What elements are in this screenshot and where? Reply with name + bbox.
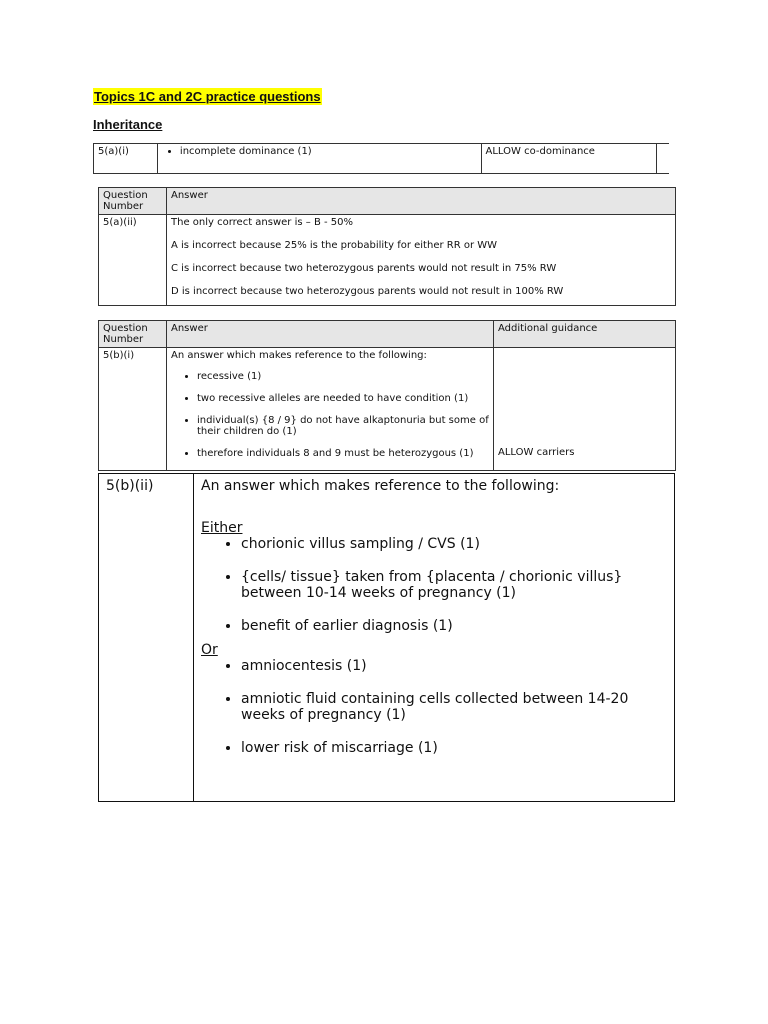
header-question-number: Question Number bbox=[99, 321, 167, 348]
question-number-cell: 5(a)(ii) bbox=[99, 215, 167, 306]
question-number-cell: 5(b)(i) bbox=[99, 348, 167, 471]
list-item: • chorionic villus sampling / CVS (1) bbox=[241, 536, 667, 552]
list-item: • recessive (1) bbox=[197, 371, 489, 382]
table-row bbox=[99, 215, 676, 306]
list-item: • individual(s) {8 / 9} do not have alkaptonuria but some of their children do (1) bbox=[197, 415, 489, 437]
answer-intro: An answer which makes reference to the following: bbox=[201, 478, 560, 494]
guidance-cell: ALLOW carriers bbox=[494, 348, 676, 471]
list-item: • benefit of earlier diagnosis (1) bbox=[241, 618, 667, 634]
table-header-row bbox=[99, 188, 676, 215]
list-item: • amniocentesis (1) bbox=[241, 658, 667, 674]
list-item: • therefore individuals 8 and 9 must be heterozygous (1) bbox=[197, 448, 489, 459]
table-row bbox=[99, 474, 675, 802]
answer-cell bbox=[167, 215, 676, 306]
answer-cell bbox=[194, 474, 675, 802]
list-item: • {cells/ tissue} taken from {placenta / chorionic villus} between 10-14 weeks of pregnancy (1) bbox=[241, 569, 667, 601]
header-answer: Answer bbox=[167, 188, 676, 215]
answer-table-5bii bbox=[98, 473, 675, 802]
answer-table-5aii bbox=[98, 187, 676, 306]
page-title: Topics 1C and 2C practice questions bbox=[94, 89, 321, 104]
answer-cell bbox=[157, 144, 481, 174]
question-number-cell: 5(b)(ii) bbox=[99, 474, 194, 802]
empty-cell bbox=[657, 144, 669, 174]
answer-table-5bi bbox=[98, 320, 676, 471]
answer-line: D is incorrect because two heterozygous parents would not result in 100% RW bbox=[171, 286, 564, 297]
answer-table-5ai bbox=[93, 143, 669, 174]
table-header-row bbox=[99, 321, 676, 348]
answer-line: C is incorrect because two heterozygous parents would not result in 75% RW bbox=[171, 263, 557, 274]
list-item: • two recessive alleles are needed to have condition (1) bbox=[197, 393, 489, 404]
answer-line: A is incorrect because 25% is the probability for either RR or WW bbox=[171, 240, 498, 251]
answer-line: The only correct answer is – B - 50% bbox=[171, 217, 353, 228]
guidance-cell: ALLOW co-dominance bbox=[481, 144, 657, 174]
question-number-cell: 5(a)(i) bbox=[94, 144, 158, 174]
table-row bbox=[94, 144, 670, 174]
table-row bbox=[99, 348, 676, 471]
list-item: • amniotic fluid containing cells collected between 14-20 weeks of pregnancy (1) bbox=[241, 691, 667, 723]
answer-cell bbox=[167, 348, 494, 471]
or-label: Or bbox=[201, 642, 218, 658]
either-label: Either bbox=[201, 520, 243, 536]
header-guidance: Additional guidance bbox=[494, 321, 676, 348]
answer-intro: An answer which makes reference to the following: bbox=[171, 350, 427, 361]
list-item: • lower risk of miscarriage (1) bbox=[241, 740, 667, 756]
header-question-number: Question Number bbox=[99, 188, 167, 215]
section-heading: Inheritance bbox=[93, 117, 163, 132]
header-answer: Answer bbox=[167, 321, 494, 348]
list-item: • incomplete dominance (1) bbox=[180, 146, 477, 157]
